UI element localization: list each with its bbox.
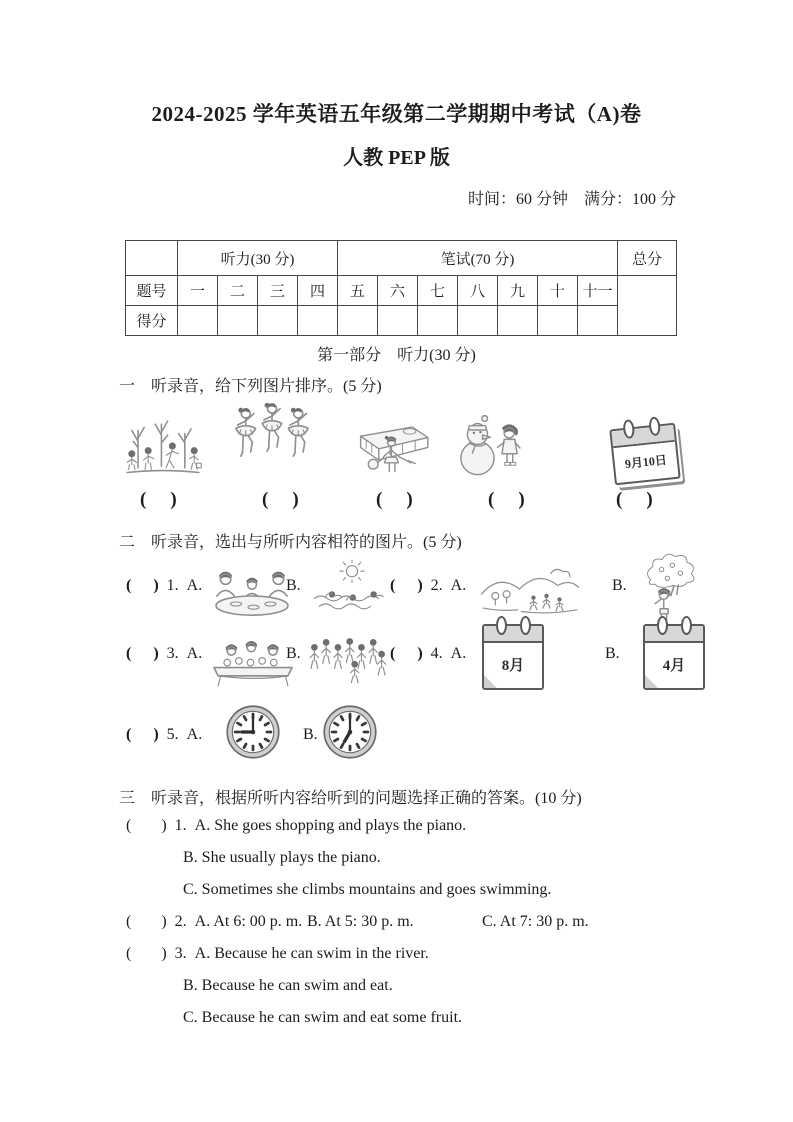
answer-blank [126, 726, 159, 744]
open-paren: ( [126, 645, 132, 662]
answer-blank [488, 489, 525, 511]
clock-image-9-00 [225, 704, 281, 760]
option-a-label: A. [186, 577, 203, 594]
calendar-image-august [482, 624, 544, 690]
open-paren: ( [390, 645, 396, 662]
option-b-label: B. [286, 645, 301, 662]
swimming-image [308, 558, 396, 618]
question-number-cell: 七 [418, 276, 458, 306]
total-header-cell: 总分 [618, 241, 677, 276]
s3-question2-option-b: B. At 5: 30 p. m. [307, 913, 414, 930]
answer-blank [126, 913, 167, 931]
answer-blank [140, 489, 177, 511]
dancing-girls-image [231, 400, 313, 486]
score-blank-cell [378, 306, 418, 336]
score-blank-cell [418, 306, 458, 336]
page-title: 2024-2025 学年英语五年级第二学期期中考试（A)卷 [151, 102, 642, 126]
question-number-cell: 六 [378, 276, 418, 306]
option-c-text: C. Because he can swim and eat some fruit. [183, 1009, 463, 1026]
s3-question2-option-c: C. At 7: 30 p. m. [482, 913, 589, 930]
score-blank-cell [538, 306, 578, 336]
calendar-month-label: 4月 [662, 658, 686, 674]
option-a-label: A. [186, 726, 203, 743]
question-number: 1. [174, 817, 187, 834]
question-number-cell: 五 [338, 276, 378, 306]
page-curl [645, 675, 658, 688]
question-number: 2. [174, 913, 187, 930]
open-paren: ( [126, 577, 132, 594]
open-paren: ( [390, 577, 396, 594]
close-paren: ) [170, 489, 177, 510]
open-paren: ( [126, 945, 132, 962]
answer-blank [262, 489, 299, 511]
question-number-cell: 三 [258, 276, 298, 306]
open-paren: ( [616, 489, 623, 510]
close-paren: ) [646, 489, 653, 510]
question2-prompt [390, 577, 466, 595]
open-paren: ( [262, 489, 269, 510]
option-b-text: B. Because he can swim and eat. [183, 977, 393, 994]
question-number: 4. [430, 645, 443, 662]
question1-prompt [126, 577, 202, 595]
open-paren: ( [126, 913, 132, 930]
page-curl [484, 675, 497, 688]
close-paren: ) [161, 945, 167, 962]
question-number-cell: 九 [498, 276, 538, 306]
countryside-image [478, 562, 582, 616]
option-b-label: B. [605, 645, 620, 662]
total-score-blank-cell [618, 276, 677, 336]
snowman-and-girl-image [452, 412, 526, 484]
close-paren: ) [153, 726, 159, 743]
listening-header-cell: 听力(30 分) [178, 241, 338, 276]
close-paren: ) [406, 489, 413, 510]
calendar-ring-icon [681, 616, 692, 635]
option-c-text: C. Sometimes she climbs mountains and goes swimming. [183, 881, 552, 898]
calendar-month-label: 8月 [501, 658, 525, 674]
s3-question3-option-c [183, 1009, 462, 1027]
option-a-text: A. She goes shopping and plays the piano. [194, 817, 467, 834]
option-a-label: A. [450, 645, 467, 662]
section2-title: 二 听录音，选出与所听内容相符的图片。(5 分) [119, 534, 462, 551]
option-a-label: A. [186, 645, 203, 662]
answer-blank [126, 945, 167, 963]
question-number: 3. [166, 645, 179, 662]
s3-question2-line [126, 913, 302, 931]
s3-question1-option-b [183, 849, 381, 867]
question-number-cell: 一 [178, 276, 218, 306]
calendar-ring-icon [496, 616, 507, 635]
close-paren: ) [161, 817, 167, 834]
section3-title: 三 听录音，根据所听内容给听到的问题选择正确的答案。(10 分) [119, 790, 582, 807]
s3-question3-line [126, 945, 429, 963]
calendar-date-label: 9月10日 [624, 452, 668, 472]
option-a-text: A. Because he can swim in the river. [194, 945, 429, 962]
answer-blank [390, 577, 423, 595]
close-paren: ) [417, 577, 423, 594]
open-paren: ( [140, 489, 147, 510]
question-number-cell: 八 [458, 276, 498, 306]
close-paren: ) [153, 645, 159, 662]
score-row-label: 得分 [126, 306, 178, 336]
score-blank-cell [218, 306, 258, 336]
question-number: 2. [430, 577, 443, 594]
calendar-image-april [643, 624, 705, 690]
question-number-cell: 四 [298, 276, 338, 306]
question5-prompt [126, 726, 202, 744]
question3-prompt [126, 645, 202, 663]
option-b-label: B. [303, 726, 318, 743]
score-blank-cell [258, 306, 298, 336]
question-number-row-label: 题号 [126, 276, 178, 306]
girl-cleaning-image [348, 412, 432, 480]
section1-title: 一 听录音，给下列图片排序。(5 分) [119, 378, 382, 395]
open-paren: ( [376, 489, 383, 510]
close-paren: ) [161, 913, 167, 930]
score-blank-cell [498, 306, 538, 336]
time-score-info: 时间：60 分钟 满分：100 分 [467, 191, 676, 208]
family-eating-image [208, 556, 296, 620]
open-paren: ( [488, 489, 495, 510]
answer-blank [390, 645, 423, 663]
part1-heading: 第一部分 听力(30 分) [317, 347, 476, 364]
option-a-label: A. [450, 577, 467, 594]
close-paren: ) [518, 489, 525, 510]
calendar-ring-icon [657, 616, 668, 635]
close-paren: ) [153, 577, 159, 594]
score-blank-cell [178, 306, 218, 336]
page-subtitle: 人教 PEP 版 [343, 147, 450, 169]
answer-blank [126, 817, 167, 835]
written-header-cell: 笔试(70 分) [338, 241, 618, 276]
question-number-cell: 二 [218, 276, 258, 306]
answer-blank [616, 489, 653, 511]
question4-prompt [390, 645, 466, 663]
open-paren: ( [126, 817, 132, 834]
picking-fruit-image [642, 550, 700, 624]
crowd-image [306, 630, 390, 690]
close-paren: ) [417, 645, 423, 662]
score-blank-cell [578, 306, 618, 336]
close-paren: ) [292, 489, 299, 510]
score-blank-cell [298, 306, 338, 336]
score-table [125, 240, 677, 336]
question-number: 3. [174, 945, 187, 962]
question-number: 1. [166, 577, 179, 594]
planting-trees-image [124, 406, 202, 486]
option-a-text: A. At 6: 00 p. m. [194, 913, 303, 930]
clock-image-7-00 [322, 704, 378, 760]
calendar-image-sep10 [609, 423, 680, 486]
question-number: 5. [166, 726, 179, 743]
option-b-label: B. [286, 577, 301, 594]
answer-blank [126, 645, 159, 663]
table-corner-cell [126, 241, 178, 276]
score-blank-cell [338, 306, 378, 336]
option-b-text: B. She usually plays the piano. [183, 849, 381, 866]
option-b-label: B. [612, 577, 627, 594]
question-number-cell: 十 [538, 276, 578, 306]
answer-blank [376, 489, 413, 511]
answer-blank [126, 577, 159, 595]
s3-question1-line [126, 817, 466, 835]
open-paren: ( [126, 726, 132, 743]
score-blank-cell [458, 306, 498, 336]
s3-question1-option-c [183, 881, 551, 899]
calendar-ring-icon [520, 616, 531, 635]
question-number-cell: 十一 [578, 276, 618, 306]
s3-question3-option-b [183, 977, 393, 995]
